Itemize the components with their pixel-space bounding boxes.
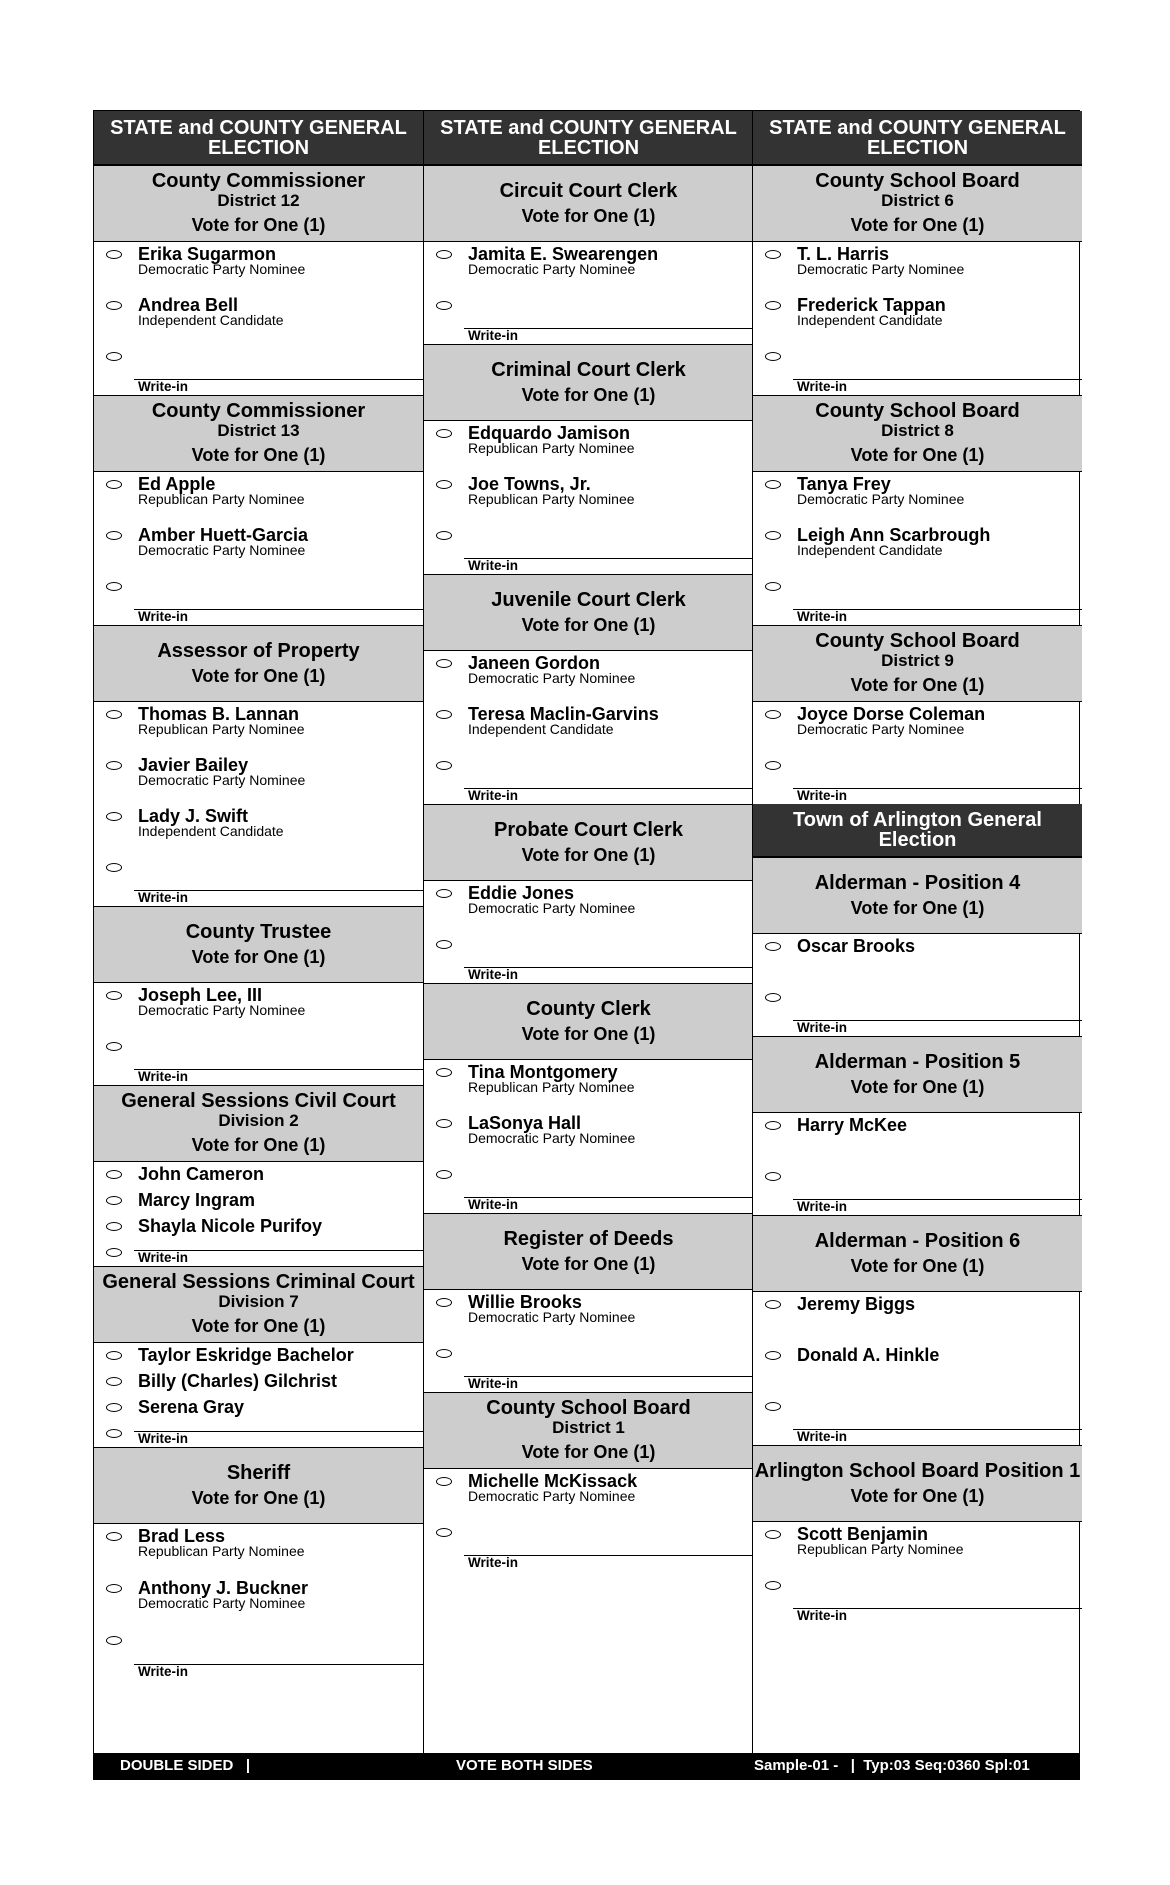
candidate-name: Erika Sugarmon — [138, 244, 277, 264]
vote-instruction: Vote for One (1) — [521, 844, 656, 865]
contest-header-alderman-position-5 — [753, 1036, 1082, 1113]
candidate-oval[interactable] — [106, 710, 122, 719]
write-in-row — [94, 574, 423, 625]
candidate-row — [94, 804, 423, 855]
candidate-row — [424, 1060, 753, 1111]
contest-title: Alderman - Position 6 — [814, 1229, 1021, 1252]
candidate-party: Republican Party Nominee — [468, 491, 635, 507]
write-in-label: Write-in — [797, 1429, 847, 1444]
candidate-name: Thomas B. Lannan — [138, 704, 300, 724]
candidate-name: Joseph Lee, III — [138, 985, 263, 1005]
write-in-row — [753, 1394, 1082, 1445]
vote-instruction: Vote for One (1) — [850, 897, 985, 918]
write-in-label: Write-in — [468, 1376, 518, 1391]
contest-title: County School Board — [815, 170, 1020, 192]
candidate-oval[interactable] — [106, 761, 122, 770]
candidate-name: T. L. Harris — [797, 244, 890, 264]
contest-title: County Commissioner — [151, 170, 366, 192]
write-in-oval[interactable] — [436, 531, 452, 540]
candidate-row — [753, 934, 1082, 985]
write-in-row — [424, 932, 753, 983]
ballot-footer — [94, 1753, 1079, 1779]
contest-header-county-trustee — [94, 906, 423, 983]
vote-instruction: Vote for One (1) — [850, 1255, 985, 1276]
contest-header-alderman-position-6 — [753, 1215, 1082, 1292]
contest-header-arlington-school-board-position-1 — [753, 1445, 1082, 1522]
contest-district: Division 2 — [218, 1111, 299, 1130]
vote-instruction: Vote for One (1) — [191, 1135, 326, 1155]
candidate-oval[interactable] — [765, 301, 781, 310]
write-in-label: Write-in — [468, 788, 518, 803]
candidate-oval[interactable] — [436, 250, 452, 259]
vote-instruction: Vote for One (1) — [850, 215, 985, 235]
candidate-oval[interactable] — [765, 1121, 781, 1130]
contest-title: Arlington School Board Position 1 — [754, 1459, 1081, 1482]
vote-instruction: Vote for One (1) — [191, 1487, 326, 1508]
candidate-name: John Cameron — [138, 1164, 265, 1184]
write-in-label: Write-in — [797, 609, 847, 624]
write-in-row — [753, 1164, 1082, 1215]
candidate-row — [94, 1162, 423, 1188]
write-in-oval[interactable] — [436, 1528, 452, 1537]
candidate-row — [94, 242, 423, 293]
candidate-row — [94, 983, 423, 1034]
candidate-row — [753, 293, 1082, 344]
footer-ballot-id: Sample-01 - | Typ:03 Seq:0360 Spl:01 — [754, 1757, 1030, 1774]
candidate-row — [424, 421, 753, 472]
candidate-row — [753, 1113, 1082, 1164]
candidate-row — [753, 523, 1082, 574]
write-in-label: Write-in — [468, 328, 518, 343]
candidate-row — [753, 1292, 1082, 1343]
candidate-name: Shayla Nicole Purifoy — [138, 1216, 323, 1236]
contest-district: District 9 — [881, 651, 954, 670]
write-in-row — [94, 1421, 423, 1447]
write-in-label: Write-in — [138, 890, 188, 905]
write-in-row — [424, 1162, 753, 1213]
candidate-name: Lady J. Swift — [138, 806, 249, 826]
candidate-row — [94, 1214, 423, 1240]
candidate-row — [753, 1343, 1082, 1394]
write-in-oval[interactable] — [765, 761, 781, 770]
candidate-party: Democratic Party Nominee — [138, 1595, 306, 1611]
write-in-label: Write-in — [468, 558, 518, 573]
contest-title: County School Board — [486, 1397, 691, 1419]
vote-instruction: Vote for One (1) — [191, 946, 326, 967]
write-in-row — [753, 574, 1082, 625]
candidate-name: Jamita E. Swearengen — [468, 244, 659, 264]
candidate-party: Independent Candidate — [138, 312, 284, 328]
candidate-party: Democratic Party Nominee — [468, 1309, 636, 1325]
candidate-row — [94, 472, 423, 523]
candidate-name: Jeremy Biggs — [797, 1294, 916, 1314]
candidate-oval[interactable] — [106, 480, 122, 489]
candidate-party: Republican Party Nominee — [797, 1541, 964, 1557]
contest-header-alderman-position-4 — [753, 857, 1082, 934]
candidate-oval[interactable] — [765, 1530, 781, 1539]
candidate-oval[interactable] — [436, 1477, 452, 1486]
write-in-row — [424, 1520, 753, 1571]
write-in-row — [424, 1341, 753, 1392]
candidate-oval[interactable] — [436, 659, 452, 668]
candidate-row — [94, 753, 423, 804]
footer-vote-both-sides: VOTE BOTH SIDES — [456, 1757, 593, 1774]
write-in-row — [753, 344, 1082, 395]
candidate-row — [753, 1522, 1082, 1573]
write-in-oval[interactable] — [436, 301, 452, 310]
contest-header-general-sessions-civil-court — [94, 1085, 423, 1162]
write-in-row — [94, 1240, 423, 1266]
candidate-name: Marcy Ingram — [138, 1190, 256, 1210]
contest-header-county-school-board — [424, 1392, 753, 1469]
candidate-row — [753, 702, 1082, 753]
candidate-row — [424, 651, 753, 702]
write-in-row — [94, 1034, 423, 1085]
write-in-oval[interactable] — [106, 863, 122, 872]
write-in-oval[interactable] — [106, 1636, 122, 1645]
candidate-oval[interactable] — [106, 301, 122, 310]
candidate-party: Republican Party Nominee — [468, 440, 635, 456]
candidate-party: Democratic Party Nominee — [138, 261, 306, 277]
vote-instruction: Vote for One (1) — [850, 675, 985, 695]
candidate-row — [94, 1188, 423, 1214]
candidate-name: Donald A. Hinkle — [797, 1345, 940, 1365]
write-in-label: Write-in — [797, 1199, 847, 1214]
ballot-column-2 — [423, 111, 753, 1754]
contest-header-register-of-deeds — [424, 1213, 753, 1290]
contest-title: Probate Court Clerk — [494, 818, 683, 841]
candidate-name: Joe Towns, Jr. — [468, 474, 591, 494]
write-in-oval[interactable] — [765, 993, 781, 1002]
write-in-row — [94, 855, 423, 906]
candidate-party: Democratic Party Nominee — [138, 1002, 306, 1018]
candidate-name: Scott Benjamin — [797, 1524, 929, 1544]
write-in-row — [424, 293, 753, 344]
candidate-name: Willie Brooks — [468, 1292, 582, 1312]
candidate-oval[interactable] — [436, 889, 452, 898]
write-in-label: Write-in — [138, 1431, 188, 1446]
vote-instruction: Vote for One (1) — [191, 1316, 326, 1336]
candidate-oval[interactable] — [765, 480, 781, 489]
write-in-label: Write-in — [797, 788, 847, 803]
candidate-party: Democratic Party Nominee — [468, 1130, 636, 1146]
candidate-name: Oscar Brooks — [797, 936, 916, 956]
candidate-oval[interactable] — [436, 1068, 452, 1077]
write-in-label: Write-in — [468, 967, 518, 982]
vote-instruction: Vote for One (1) — [191, 215, 326, 235]
candidate-oval[interactable] — [106, 1403, 122, 1412]
write-in-oval[interactable] — [106, 582, 122, 591]
contest-title: County School Board — [815, 630, 1020, 652]
candidate-party: Independent Candidate — [797, 312, 943, 328]
section-header: STATE and COUNTY GENERAL ELECTION — [424, 111, 753, 165]
contest-header-county-commissioner — [94, 395, 423, 472]
write-in-label: Write-in — [138, 379, 188, 394]
write-in-oval[interactable] — [765, 1172, 781, 1181]
contest-header-circuit-court-clerk — [424, 165, 753, 242]
write-in-row — [94, 344, 423, 395]
vote-instruction: Vote for One (1) — [521, 614, 656, 635]
candidate-row — [94, 1524, 423, 1576]
candidate-row — [424, 702, 753, 753]
candidate-name: Taylor Eskridge Bachelor — [138, 1345, 354, 1365]
candidate-name: Edquardo Jamison — [468, 423, 631, 443]
candidate-oval[interactable] — [765, 250, 781, 259]
write-in-oval[interactable] — [106, 352, 122, 361]
candidate-oval[interactable] — [106, 1377, 122, 1386]
contest-header-county-commissioner — [94, 165, 423, 242]
candidate-name: Javier Bailey — [138, 755, 249, 775]
write-in-oval[interactable] — [436, 1349, 452, 1358]
candidate-name: Ed Apple — [138, 474, 216, 494]
candidate-oval[interactable] — [765, 1351, 781, 1360]
candidate-party: Independent Candidate — [468, 721, 614, 737]
candidate-oval[interactable] — [106, 1170, 122, 1179]
contest-title: Criminal Court Clerk — [491, 358, 686, 381]
candidate-name: Frederick Tappan — [797, 295, 946, 315]
candidate-party: Democratic Party Nominee — [797, 261, 965, 277]
candidate-name: Serena Gray — [138, 1397, 245, 1417]
contest-title: General Sessions Criminal Court — [102, 1271, 415, 1293]
write-in-label: Write-in — [797, 379, 847, 394]
contest-title: Juvenile Court Clerk — [491, 588, 686, 611]
vote-instruction: Vote for One (1) — [521, 205, 656, 226]
write-in-oval[interactable] — [436, 761, 452, 770]
candidate-row — [94, 1343, 423, 1369]
candidate-name: LaSonya Hall — [468, 1113, 582, 1133]
contest-title: County Clerk — [526, 997, 651, 1020]
write-in-oval[interactable] — [436, 1170, 452, 1179]
candidate-oval[interactable] — [436, 1298, 452, 1307]
contest-title: County School Board — [815, 400, 1020, 422]
contest-district: District 13 — [217, 421, 300, 440]
contest-title: County Commissioner — [151, 400, 366, 422]
contest-header-county-clerk — [424, 983, 753, 1060]
contest-header-probate-court-clerk — [424, 804, 753, 881]
footer-double-sided: DOUBLE SIDED | — [120, 1757, 251, 1774]
candidate-oval[interactable] — [106, 1222, 122, 1231]
candidate-name: Andrea Bell — [138, 295, 239, 315]
contest-header-juvenile-court-clerk — [424, 574, 753, 651]
candidate-oval[interactable] — [106, 1532, 122, 1541]
section-header: Town of Arlington General Election — [753, 804, 1082, 857]
contest-header-county-school-board — [753, 395, 1082, 472]
write-in-oval[interactable] — [106, 1042, 122, 1051]
contest-district: Division 7 — [218, 1292, 299, 1311]
write-in-label: Write-in — [797, 1020, 847, 1035]
write-in-oval[interactable] — [106, 1429, 122, 1438]
contest-header-general-sessions-criminal-court — [94, 1266, 423, 1343]
contest-title: Assessor of Property — [157, 639, 360, 662]
vote-instruction: Vote for One (1) — [850, 445, 985, 465]
candidate-row — [424, 242, 753, 293]
candidate-oval[interactable] — [106, 1351, 122, 1360]
contest-district: District 1 — [552, 1418, 625, 1437]
candidate-name: Joyce Dorse Coleman — [797, 704, 986, 724]
candidate-party: Republican Party Nominee — [138, 721, 305, 737]
candidate-party: Republican Party Nominee — [468, 1079, 635, 1095]
write-in-oval[interactable] — [106, 1248, 122, 1257]
candidate-oval[interactable] — [436, 1119, 452, 1128]
candidate-party: Democratic Party Nominee — [468, 670, 636, 686]
candidate-party: Republican Party Nominee — [138, 491, 305, 507]
candidate-name: Teresa Maclin-Garvins — [468, 704, 659, 724]
section-header: STATE and COUNTY GENERAL ELECTION — [94, 111, 423, 165]
vote-instruction: Vote for One (1) — [521, 384, 656, 405]
candidate-row — [424, 1469, 753, 1520]
candidate-name: Brad Less — [138, 1526, 226, 1546]
contest-header-county-school-board — [753, 625, 1082, 702]
contest-district: District 8 — [881, 421, 954, 440]
write-in-oval[interactable] — [436, 940, 452, 949]
candidate-party: Independent Candidate — [138, 823, 284, 839]
write-in-oval[interactable] — [765, 1402, 781, 1411]
candidate-oval[interactable] — [106, 1584, 122, 1593]
candidate-row — [94, 523, 423, 574]
contest-district: District 6 — [881, 191, 954, 210]
vote-instruction: Vote for One (1) — [850, 1485, 985, 1506]
contest-header-county-school-board — [753, 165, 1082, 242]
vote-instruction: Vote for One (1) — [191, 445, 326, 465]
write-in-label: Write-in — [797, 1608, 847, 1623]
candidate-name: Harry McKee — [797, 1115, 908, 1135]
vote-instruction: Vote for One (1) — [521, 1442, 656, 1462]
candidate-party: Democratic Party Nominee — [468, 261, 636, 277]
candidate-name: Michelle McKissack — [468, 1471, 638, 1491]
candidate-row — [94, 1395, 423, 1421]
contest-title: Sheriff — [226, 1461, 291, 1484]
candidate-row — [94, 1369, 423, 1395]
candidate-party: Democratic Party Nominee — [138, 542, 306, 558]
vote-instruction: Vote for One (1) — [521, 1023, 656, 1044]
ballot — [93, 110, 1080, 1780]
candidate-row — [424, 1290, 753, 1341]
candidate-oval[interactable] — [765, 1300, 781, 1309]
contest-title: County Trustee — [185, 920, 332, 943]
candidate-oval[interactable] — [106, 250, 122, 259]
write-in-label: Write-in — [138, 1250, 188, 1265]
candidate-name: Leigh Ann Scarbrough — [797, 525, 991, 545]
write-in-label: Write-in — [468, 1197, 518, 1212]
candidate-name: Janeen Gordon — [468, 653, 601, 673]
contest-title: Alderman - Position 4 — [814, 871, 1021, 894]
candidate-name: Tanya Frey — [797, 474, 891, 494]
candidate-party: Democratic Party Nominee — [468, 900, 636, 916]
write-in-row — [753, 985, 1082, 1036]
candidate-party: Republican Party Nominee — [138, 1543, 305, 1559]
contest-header-assessor-of-property — [94, 625, 423, 702]
candidate-name: Tina Montgomery — [468, 1062, 618, 1082]
candidate-row — [753, 242, 1082, 293]
contest-title: Register of Deeds — [503, 1227, 674, 1250]
write-in-oval[interactable] — [765, 352, 781, 361]
candidate-row — [94, 702, 423, 753]
candidate-oval[interactable] — [436, 710, 452, 719]
candidate-oval[interactable] — [106, 991, 122, 1000]
candidate-party: Democratic Party Nominee — [797, 491, 965, 507]
candidate-oval[interactable] — [436, 480, 452, 489]
candidate-oval[interactable] — [106, 531, 122, 540]
candidate-row — [753, 472, 1082, 523]
write-in-label: Write-in — [468, 1555, 518, 1570]
candidate-oval[interactable] — [765, 531, 781, 540]
candidate-name: Billy (Charles) Gilchrist — [138, 1371, 338, 1391]
write-in-row — [424, 753, 753, 804]
contest-header-criminal-court-clerk — [424, 344, 753, 421]
contest-header-sheriff — [94, 1447, 423, 1524]
vote-instruction: Vote for One (1) — [521, 1253, 656, 1274]
write-in-row — [94, 1628, 423, 1680]
candidate-party: Independent Candidate — [797, 542, 943, 558]
contest-title: Circuit Court Clerk — [499, 179, 678, 202]
candidate-name: Anthony J. Buckner — [138, 1578, 309, 1598]
candidate-oval[interactable] — [765, 942, 781, 951]
vote-instruction: Vote for One (1) — [850, 1076, 985, 1097]
ballot-column-3 — [752, 111, 1082, 1754]
section-header: STATE and COUNTY GENERAL ELECTION — [753, 111, 1082, 165]
write-in-row — [424, 523, 753, 574]
candidate-row — [424, 881, 753, 932]
candidate-party: Democratic Party Nominee — [797, 721, 965, 737]
vote-instruction: Vote for One (1) — [191, 665, 326, 686]
candidate-name: Eddie Jones — [468, 883, 575, 903]
candidate-party: Democratic Party Nominee — [138, 772, 306, 788]
candidate-oval[interactable] — [106, 812, 122, 821]
candidate-row — [94, 1576, 423, 1628]
contest-title: Alderman - Position 5 — [814, 1050, 1021, 1073]
write-in-label: Write-in — [138, 1664, 188, 1679]
candidate-party: Democratic Party Nominee — [468, 1488, 636, 1504]
candidate-row — [424, 1111, 753, 1162]
write-in-row — [753, 753, 1082, 804]
write-in-label: Write-in — [138, 609, 188, 624]
write-in-oval[interactable] — [765, 1581, 781, 1590]
candidate-oval[interactable] — [765, 710, 781, 719]
contest-district: District 12 — [217, 191, 300, 210]
candidate-row — [424, 472, 753, 523]
candidate-name: Amber Huett-Garcia — [138, 525, 309, 545]
contest-title: General Sessions Civil Court — [121, 1090, 396, 1112]
candidate-oval[interactable] — [106, 1196, 122, 1205]
write-in-row — [753, 1573, 1082, 1624]
ballot-column-1 — [94, 111, 423, 1754]
write-in-label: Write-in — [138, 1069, 188, 1084]
candidate-oval[interactable] — [436, 429, 452, 438]
write-in-oval[interactable] — [765, 582, 781, 591]
candidate-row — [94, 293, 423, 344]
